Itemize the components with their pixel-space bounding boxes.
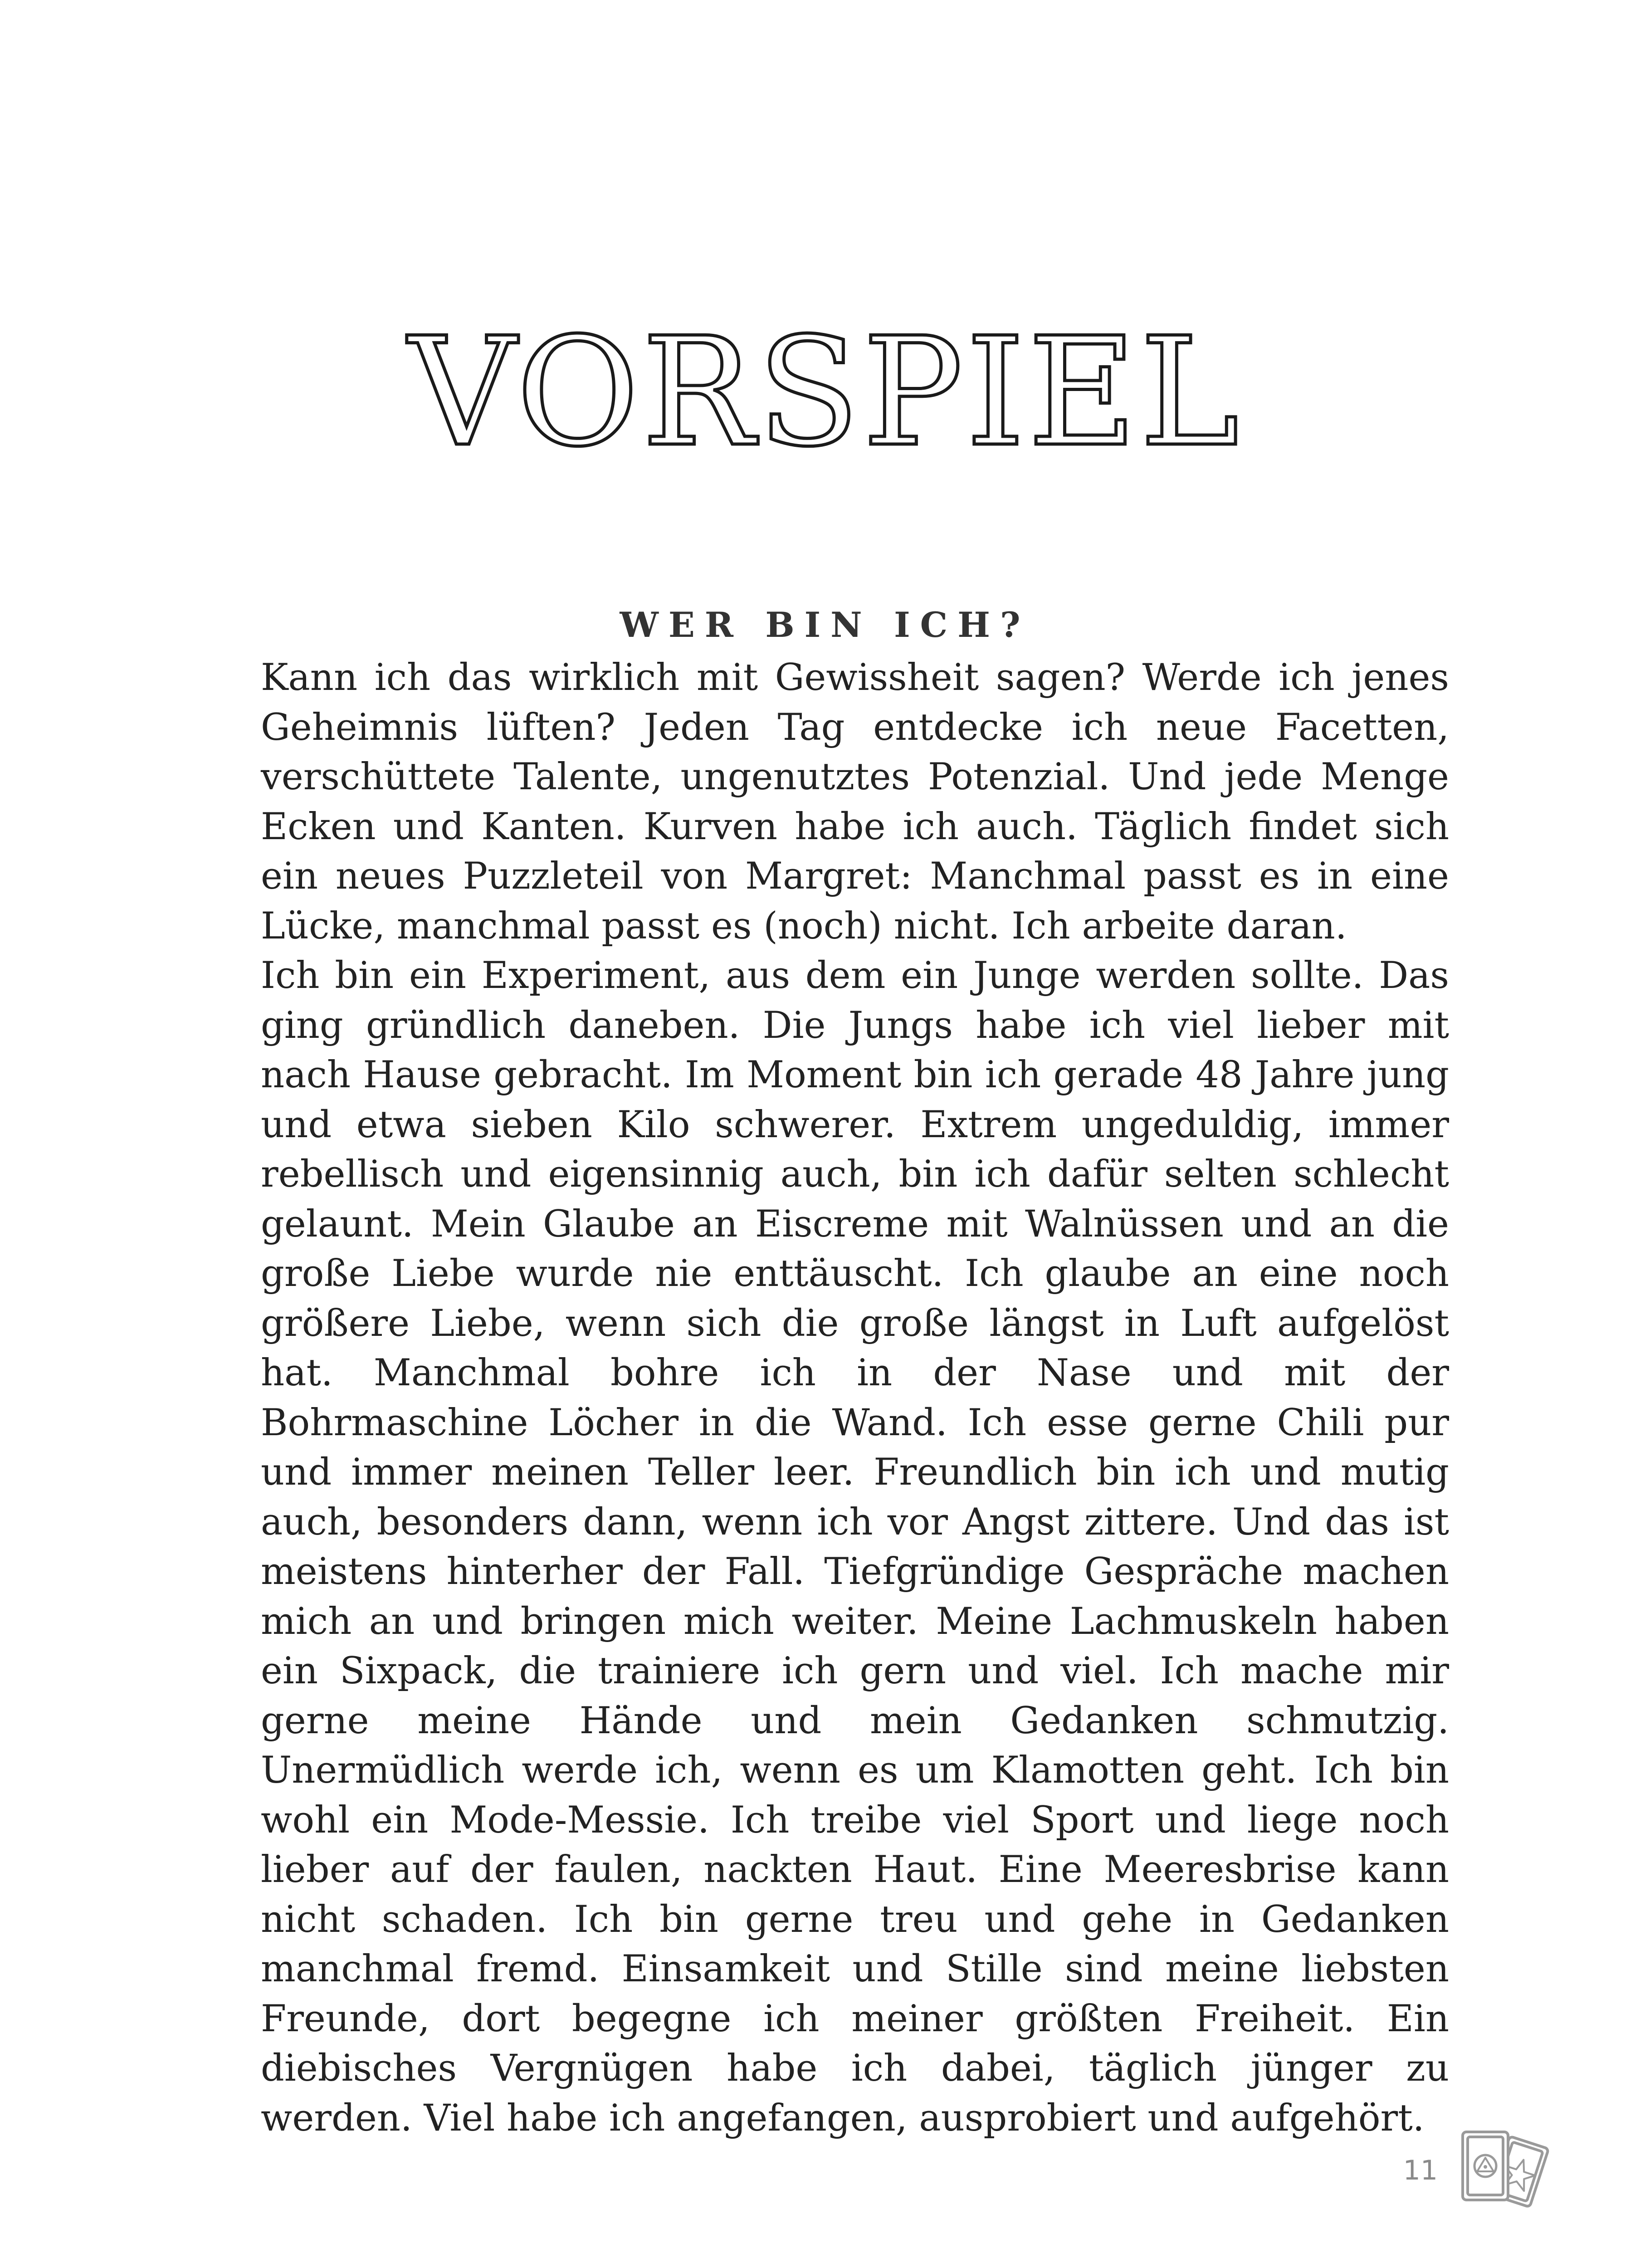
chapter-title: VORSPIEL [408, 305, 1242, 479]
section-heading: WER BIN ICH? [620, 605, 1030, 645]
body-text [261, 653, 1449, 2143]
paragraph: Ich bin ein Experiment, aus dem ein Junge werden sollte. Das ging gründlich daneben. Die Jungs habe ich viel lieber mit nach Hause gebracht. Im Moment bin ich gerade 48 Jahre jung und etwa sieben Kilo schwerer. Extrem ungeduldig, immer rebellisch und eigensinnig auch, bin ich dafür selten schlecht gelaunt. Mein Glaube an Eiscreme mit Walnüssen und an die große Liebe wurde nie enttäuscht. Ich glaube an eine noch größere Liebe, wenn sich die große längst in Luft aufgelöst hat. Manchmal bohre ich in der Nase und mit der Bohrmaschine Löcher in die Wand. Ich esse gerne Chili pur und immer meinen Teller leer. Freundlich bin ich und mutig auch, besonders dann, wenn ich vor Angst zittere. Und das ist meistens hinterher der Fall. Tiefgründige Gespräche machen mich an und bringen mich weiter. Meine Lachmuskeln haben ein Sixpack, die trainiere ich gern und viel. Ich mache mir gerne meine Hände und mein Gedanken schmutzig. Unermüdlich werde ich, wenn es um Klamotten geht. Ich bin wohl ein Mode-Messie. Ich treibe viel Sport und liege noch lieber auf der faulen, nackten Haut. Eine Meeresbrise kann nicht schaden. Ich bin gerne treu und gehe in Gedanken manchmal fremd. Einsamkeit und Stille sind meine liebsten Freunde, dort begegne ich meiner größten Freiheit. Ein diebisches Vergnügen habe ich dabei, täglich jünger zu werden. Viel habe ich angefangen, ausprobiert und aufgehört. [261, 954, 1449, 2140]
page-number: 11 [1403, 2155, 1438, 2186]
page-footer [1403, 2125, 1551, 2216]
paragraph: Kann ich das wirklich mit Gewissheit sagen? Werde ich jenes Geheimnis lüften? Jeden Tag entdecke ich neue Facetten, verschüttete Talente, ungenutztes Potenzial. Und jede Menge Ecken und Kanten. Kurven habe ich auch. Täglich findet sich ein neues Puzzleteil von Margret: Manchmal passt es in eine Lücke, manchmal passt es (noch) nicht. Ich arbeite daran. [261, 656, 1449, 948]
tarot-cards-icon [1456, 2125, 1551, 2216]
